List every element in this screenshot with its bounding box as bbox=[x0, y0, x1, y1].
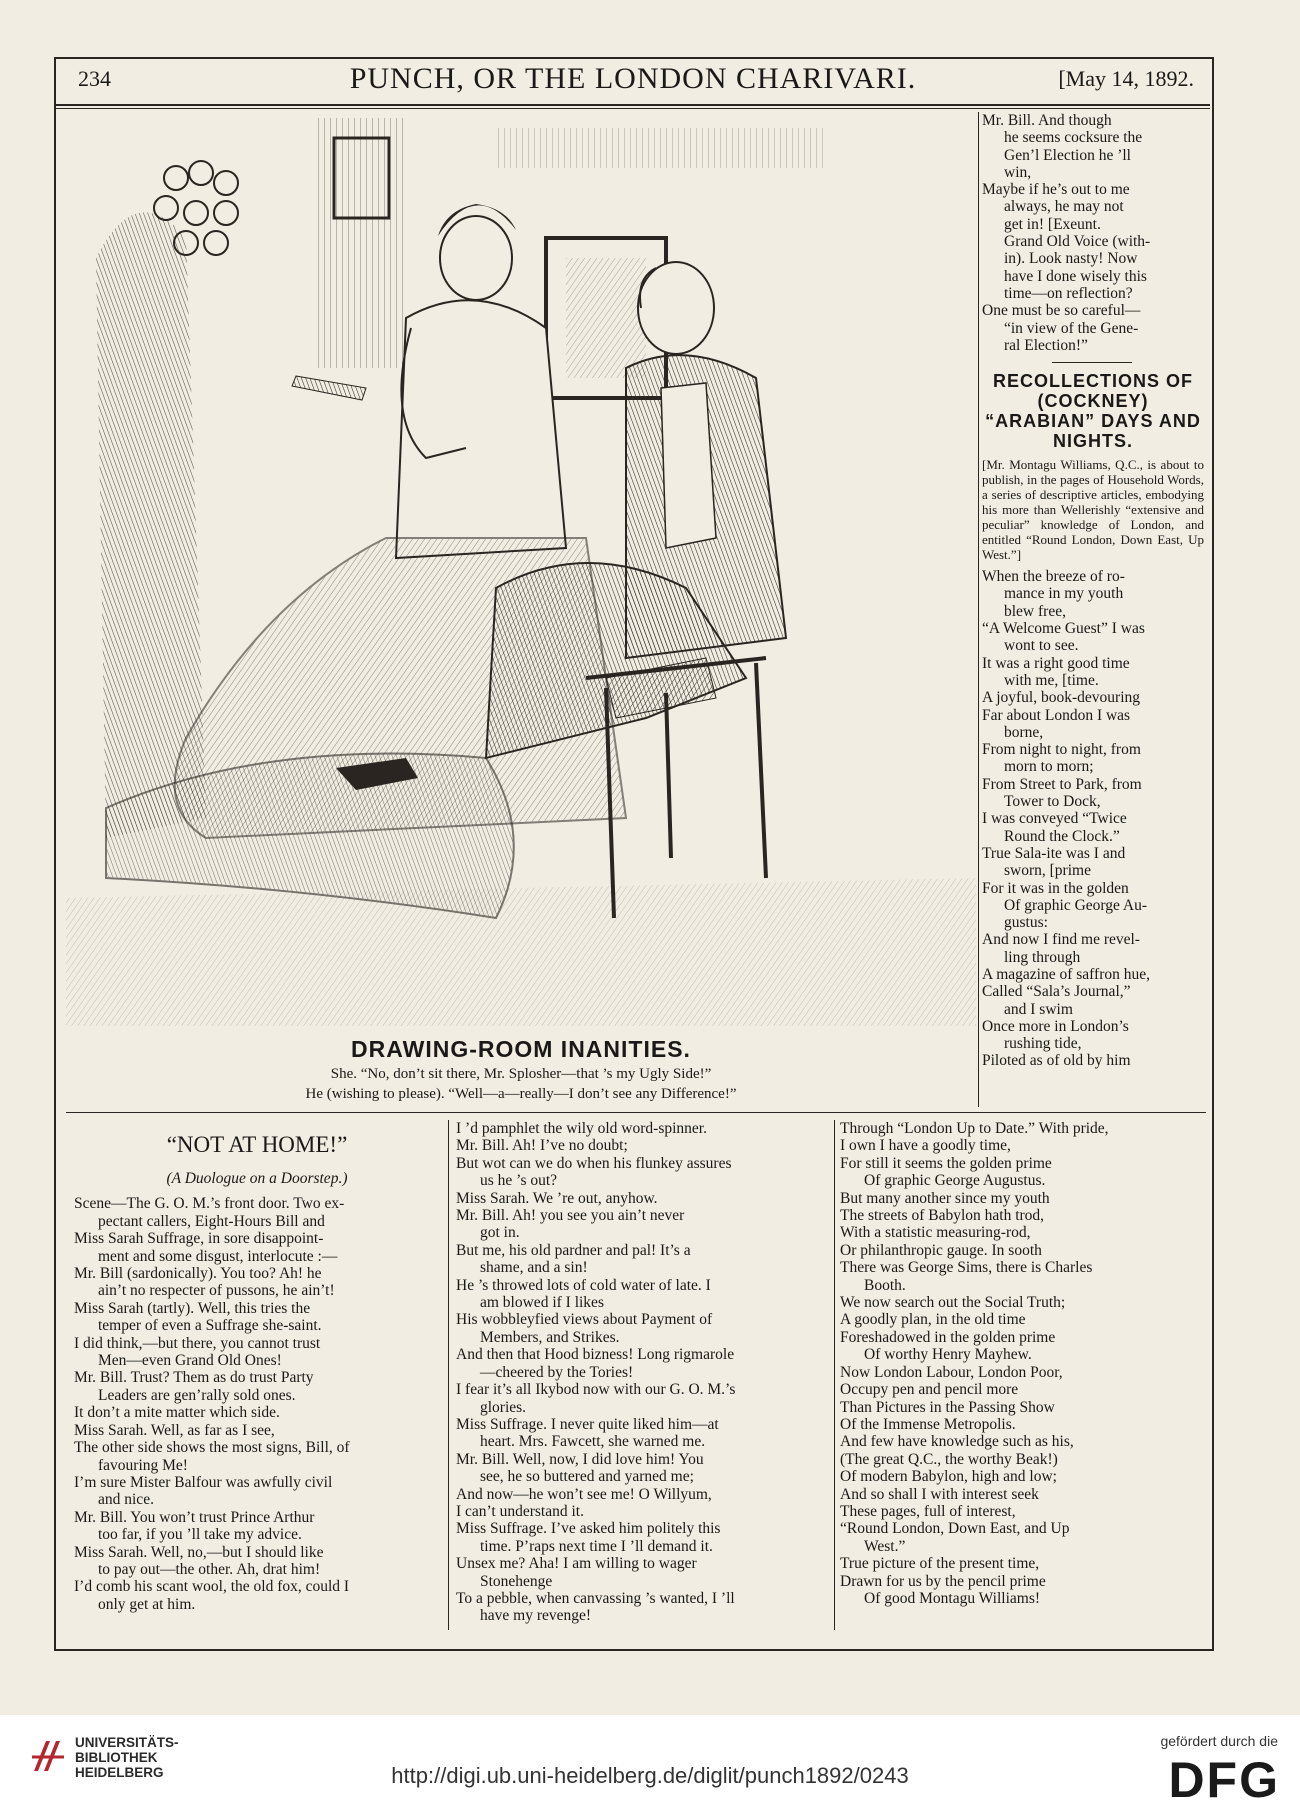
poem-line: Piloted as of old by him bbox=[982, 1052, 1131, 1070]
sponsor-label: gefördert durch die bbox=[1160, 1733, 1278, 1749]
page-number: 234 bbox=[78, 66, 111, 91]
play-line: have my revenge! bbox=[480, 1607, 592, 1625]
play-column-1 bbox=[74, 1120, 440, 1613]
poem-line: And few have knowledge such as his, bbox=[840, 1433, 1074, 1451]
poem-line: Occupy pen and pencil more bbox=[840, 1381, 1019, 1399]
play-line: I did think,—but there, you cannot trust bbox=[74, 1334, 321, 1352]
play-line: I ’d pamphlet the wily old word-spinner. bbox=[456, 1120, 707, 1137]
play-line: But me, his old pardner and pal! It’s a bbox=[456, 1241, 691, 1259]
poem-line: I own I have a goodly time, bbox=[840, 1137, 1011, 1155]
header-rule-thin bbox=[56, 108, 1210, 109]
poem-line: Drawn for us by the pencil prime bbox=[840, 1572, 1046, 1590]
poem-line: Than Pictures in the Passing Show bbox=[840, 1398, 1055, 1416]
play-text-2 bbox=[456, 1120, 828, 1625]
poem-line: Of worthy Henry Mayhew. bbox=[864, 1346, 1032, 1364]
play-line: Miss Sarah. Well, no,—but I should like bbox=[74, 1543, 324, 1561]
poem-line: blew free, bbox=[1004, 602, 1066, 620]
cartoon-caption-she: She. “No, don’t sit there, Mr. Splosher—that ’s my Ugly Side!” bbox=[330, 1066, 712, 1082]
play-subtitle: (A Duologue on a Doorstep.) bbox=[166, 1170, 348, 1187]
play-line: heart. Mrs. Fawcett, she warned me. bbox=[480, 1433, 706, 1451]
text-line: always, he may not bbox=[1004, 198, 1124, 216]
play-line: Stonehenge bbox=[480, 1572, 553, 1590]
poem-line: West.” bbox=[864, 1537, 906, 1555]
poem-line: It was a right good time bbox=[982, 654, 1130, 672]
poem-line: Far about London I was bbox=[982, 706, 1131, 724]
poem-line: Now London Labour, London Poor, bbox=[840, 1363, 1063, 1381]
poem-line: wont to see. bbox=[1004, 637, 1079, 655]
text-line: Gen’l Election he ’ll bbox=[1004, 146, 1131, 164]
play-text-1 bbox=[74, 1195, 440, 1613]
poem-line: We now search out the Social Truth; bbox=[840, 1294, 1066, 1312]
poem-line: True Sala-ite was I and bbox=[982, 844, 1126, 862]
play-line: I’d comb his scant wool, the old fox, could I bbox=[74, 1578, 350, 1596]
play-line: But wot can we do when his flunkey assures bbox=[456, 1154, 732, 1172]
play-line: ment and some disgust, interlocute :— bbox=[98, 1247, 338, 1265]
poem-line: Foreshadowed in the golden prime bbox=[840, 1328, 1056, 1346]
play-line: It don’t a mite matter which side. bbox=[74, 1404, 280, 1422]
play-line: Miss Suffrage. I never quite liked him—at bbox=[456, 1415, 719, 1433]
section-note: [Mr. Montagu Williams, Q.C., is about to publish, in the pages of Household Words, a series of descriptive articles, embodying his more than Wellerishly “extensive and peculiar” knowledge of London, and entitled “Round London, Down East, Up West.”] bbox=[982, 457, 1204, 563]
cartoon-title: DRAWING-ROOM INANITIES. bbox=[351, 1036, 691, 1062]
play-line: His wobbleyfied views about Payment of bbox=[456, 1311, 713, 1329]
play-title: “NOT AT HOME!” bbox=[166, 1132, 348, 1157]
text-line: One must be so careful— bbox=[982, 302, 1141, 320]
play-line: Mr. Bill. Trust? Them as do trust Party bbox=[74, 1369, 314, 1387]
section-rule bbox=[1052, 362, 1132, 363]
poem-line: with me, [time. bbox=[1004, 671, 1099, 689]
play-line: —cheered by the Tories! bbox=[480, 1363, 634, 1381]
poem-column-3 bbox=[840, 1120, 1206, 1607]
play-line: time. P’raps next time I ’ll demand it. bbox=[480, 1537, 713, 1555]
play-line: He ’s throwed lots of cold water of late. I bbox=[456, 1276, 711, 1294]
poem-line: ling through bbox=[1004, 948, 1081, 966]
section-title: RECOLLECTIONS OF (COCKNEY) “ARABIAN” DAYS AND NIGHTS. bbox=[985, 371, 1201, 452]
play-line: Unsex me? Aha! I am willing to wager bbox=[456, 1555, 697, 1573]
play-line: Mr. Bill. Ah! you see you ain’t never bbox=[456, 1207, 685, 1225]
play-line: too far, if you ’ll take my advice. bbox=[98, 1526, 302, 1544]
play-line: and nice. bbox=[98, 1491, 154, 1509]
issue-date: [May 14, 1892. bbox=[1058, 66, 1194, 91]
poem-line: The streets of Babylon hath trod, bbox=[840, 1207, 1045, 1225]
poem-line: Booth. bbox=[864, 1276, 906, 1294]
poem-line: Of the Immense Metropolis. bbox=[840, 1415, 1016, 1433]
text-line: “in view of the Gene- bbox=[1004, 319, 1139, 337]
poem-line: Once more in London’s bbox=[982, 1017, 1129, 1035]
play-line: pectant callers, Eight-Hours Bill and bbox=[98, 1212, 325, 1230]
poem-line: morn to morn; bbox=[1004, 758, 1094, 776]
right-column bbox=[982, 112, 1204, 1070]
library-name-line: UNIVERSITÄTS- bbox=[75, 1735, 179, 1750]
poem-line: gustus: bbox=[1004, 914, 1048, 932]
poem-line: A magazine of saffron hue, bbox=[982, 965, 1151, 983]
play-line: Members, and Strikes. bbox=[480, 1328, 620, 1346]
play-line: I can’t understand it. bbox=[456, 1502, 584, 1520]
play-line: Leaders are gen’rally sold ones. bbox=[98, 1386, 296, 1404]
poem-line: With a statistic measuring-rod, bbox=[840, 1224, 1031, 1242]
poem-line: I was conveyed “Twice bbox=[982, 810, 1127, 828]
play-line: Miss Sarah Suffrage, in sore disappoint- bbox=[74, 1230, 324, 1248]
play-line: And then that Hood bizness! Long rigmarole bbox=[456, 1346, 735, 1364]
drawing-room-illustration bbox=[66, 118, 976, 1026]
play-line: to pay out—the other. Ah, drat him! bbox=[98, 1560, 321, 1578]
poem-line: Round the Clock.” bbox=[1004, 827, 1120, 845]
viewer-footer bbox=[0, 1715, 1300, 1820]
header-rule bbox=[56, 104, 1210, 106]
poem-line: Of graphic George Au- bbox=[1004, 896, 1148, 914]
poem-line: And so shall I with interest seek bbox=[840, 1485, 1039, 1503]
text-line: Grand Old Voice (with- bbox=[1004, 233, 1151, 251]
play-line: The other side shows the most signs, Bill, of bbox=[74, 1439, 350, 1457]
text-line: Mr. Bill. And though bbox=[982, 112, 1112, 129]
poem bbox=[982, 568, 1204, 1070]
poem-line: Of modern Babylon, high and low; bbox=[840, 1468, 1057, 1486]
play-line: And now—he won’t see me! O Willyum, bbox=[456, 1485, 712, 1503]
poem-line: For still it seems the golden prime bbox=[840, 1154, 1052, 1172]
source-url[interactable]: http://digi.ub.uni-heidelberg.de/diglit/punch1892/0243 bbox=[391, 1763, 909, 1788]
library-name-line: HEIDELBERG bbox=[75, 1765, 164, 1780]
text-line: have I done wisely this bbox=[1004, 267, 1147, 285]
poem-line: Called “Sala’s Journal,” bbox=[982, 983, 1131, 1001]
poem-line: For it was in the golden bbox=[982, 879, 1129, 897]
poem-line: “Round London, Down East, and Up bbox=[840, 1520, 1070, 1538]
column-divider bbox=[978, 112, 979, 1107]
poem-line: A goodly plan, in the old time bbox=[840, 1311, 1026, 1329]
poem-line: True picture of the present time, bbox=[840, 1555, 1040, 1573]
play-line: see, he so buttered and yarned me; bbox=[480, 1468, 694, 1486]
poem-line: “A Welcome Guest” I was bbox=[982, 620, 1145, 638]
play-line: Men—even Grand Old Ones! bbox=[98, 1352, 282, 1370]
dfg-logo: DFG bbox=[1168, 1752, 1280, 1808]
play-line: Miss Suffrage. I’ve asked him politely this bbox=[456, 1520, 721, 1538]
poem-line: These pages, full of interest, bbox=[840, 1502, 1016, 1520]
play-line: Mr. Bill. You won’t trust Prince Arthur bbox=[74, 1508, 315, 1526]
poem-line: mance in my youth bbox=[1004, 585, 1124, 603]
poem-line: From night to night, from bbox=[982, 741, 1141, 759]
poem-line: When the breeze of ro- bbox=[982, 568, 1125, 586]
poem-line: (The great Q.C., the worthy Beak!) bbox=[840, 1450, 1058, 1468]
play-line: Miss Sarah. We ’re out, anyhow. bbox=[456, 1189, 658, 1207]
publication-title: PUNCH, OR THE LONDON CHARIVARI. bbox=[349, 62, 917, 95]
text-line: time—on reflection? bbox=[1004, 284, 1133, 302]
cartoon-caption-he: He (wishing to please). “Well—a—really—I don’t see any Difference!” bbox=[305, 1086, 737, 1102]
play-line: To a pebble, when canvassing ’s wanted, I ’ll bbox=[456, 1589, 735, 1607]
poem-line: Of graphic George Augustus. bbox=[864, 1172, 1046, 1190]
text-line: Maybe if he’s out to me bbox=[982, 181, 1130, 199]
mid-rule bbox=[66, 1112, 1206, 1113]
poem-line: Through “London Up to Date.” With pride, bbox=[840, 1120, 1109, 1137]
page-header bbox=[56, 62, 1210, 104]
play-line: temper of even a Suffrage she-saint. bbox=[98, 1317, 322, 1335]
play-line: ain’t no respecter of pussons, he ain’t! bbox=[98, 1282, 335, 1300]
play-line: favouring Me! bbox=[98, 1456, 188, 1474]
play-line: I fear it’s all Ikybod now with our G. O. M.’s bbox=[456, 1381, 736, 1399]
poem-line: rushing tide, bbox=[1004, 1035, 1082, 1053]
play-line: shame, and a sin! bbox=[480, 1259, 588, 1277]
play-line: only get at him. bbox=[98, 1595, 196, 1613]
wall-panel bbox=[316, 118, 406, 368]
play-line: I’m sure Mister Balfour was awfully civil bbox=[74, 1473, 333, 1491]
text-line: ral Election!” bbox=[1004, 336, 1088, 354]
poem-line: borne, bbox=[1004, 723, 1044, 741]
column-divider bbox=[834, 1120, 835, 1630]
play-line: glories. bbox=[480, 1398, 527, 1416]
play-line: Mr. Bill. Ah! I’ve no doubt; bbox=[456, 1137, 628, 1155]
library-name-line: BIBLIOTHEK bbox=[75, 1750, 158, 1765]
text-line: get in! [Exeunt. bbox=[1004, 215, 1101, 233]
play-line: am blowed if I likes bbox=[480, 1294, 604, 1312]
poem-line: From Street to Park, from bbox=[982, 775, 1142, 793]
play-line: Miss Sarah. Well, as far as I see, bbox=[74, 1421, 275, 1439]
poem-line: But many another since my youth bbox=[840, 1189, 1050, 1207]
text-line: in). Look nasty! Now bbox=[1004, 250, 1138, 268]
poem-line: Or philanthropic gauge. In sooth bbox=[840, 1241, 1042, 1259]
play-continuation bbox=[982, 112, 1204, 354]
play-line: Mr. Bill. Well, now, I did love him! You bbox=[456, 1450, 704, 1468]
poem-line: sworn, [prime bbox=[1004, 862, 1091, 880]
poem-line: Tower to Dock, bbox=[1004, 793, 1101, 811]
poem-text-3 bbox=[840, 1120, 1206, 1607]
poem-line: And now I find me revel- bbox=[982, 931, 1140, 949]
column-divider bbox=[448, 1120, 449, 1630]
poem-line: and I swim bbox=[1004, 1000, 1073, 1018]
text-line: win, bbox=[1004, 163, 1032, 181]
poem-line: Of good Montagu Williams! bbox=[864, 1589, 1041, 1607]
text-line: he seems cocksure the bbox=[1004, 129, 1143, 147]
play-line: Scene—The G. O. M.’s front door. Two ex- bbox=[74, 1195, 345, 1213]
poem-line: There was George Sims, there is Charles bbox=[840, 1259, 1093, 1277]
play-line: got in. bbox=[480, 1224, 520, 1242]
poem-line: A joyful, book-devouring bbox=[982, 689, 1140, 707]
play-line: Miss Sarah (tartly). Well, this tries the bbox=[74, 1299, 311, 1317]
play-line: Mr. Bill (sardonically). You too? Ah! he bbox=[74, 1265, 322, 1283]
play-column-2 bbox=[456, 1120, 828, 1625]
play-line: us he ’s out? bbox=[480, 1172, 558, 1190]
